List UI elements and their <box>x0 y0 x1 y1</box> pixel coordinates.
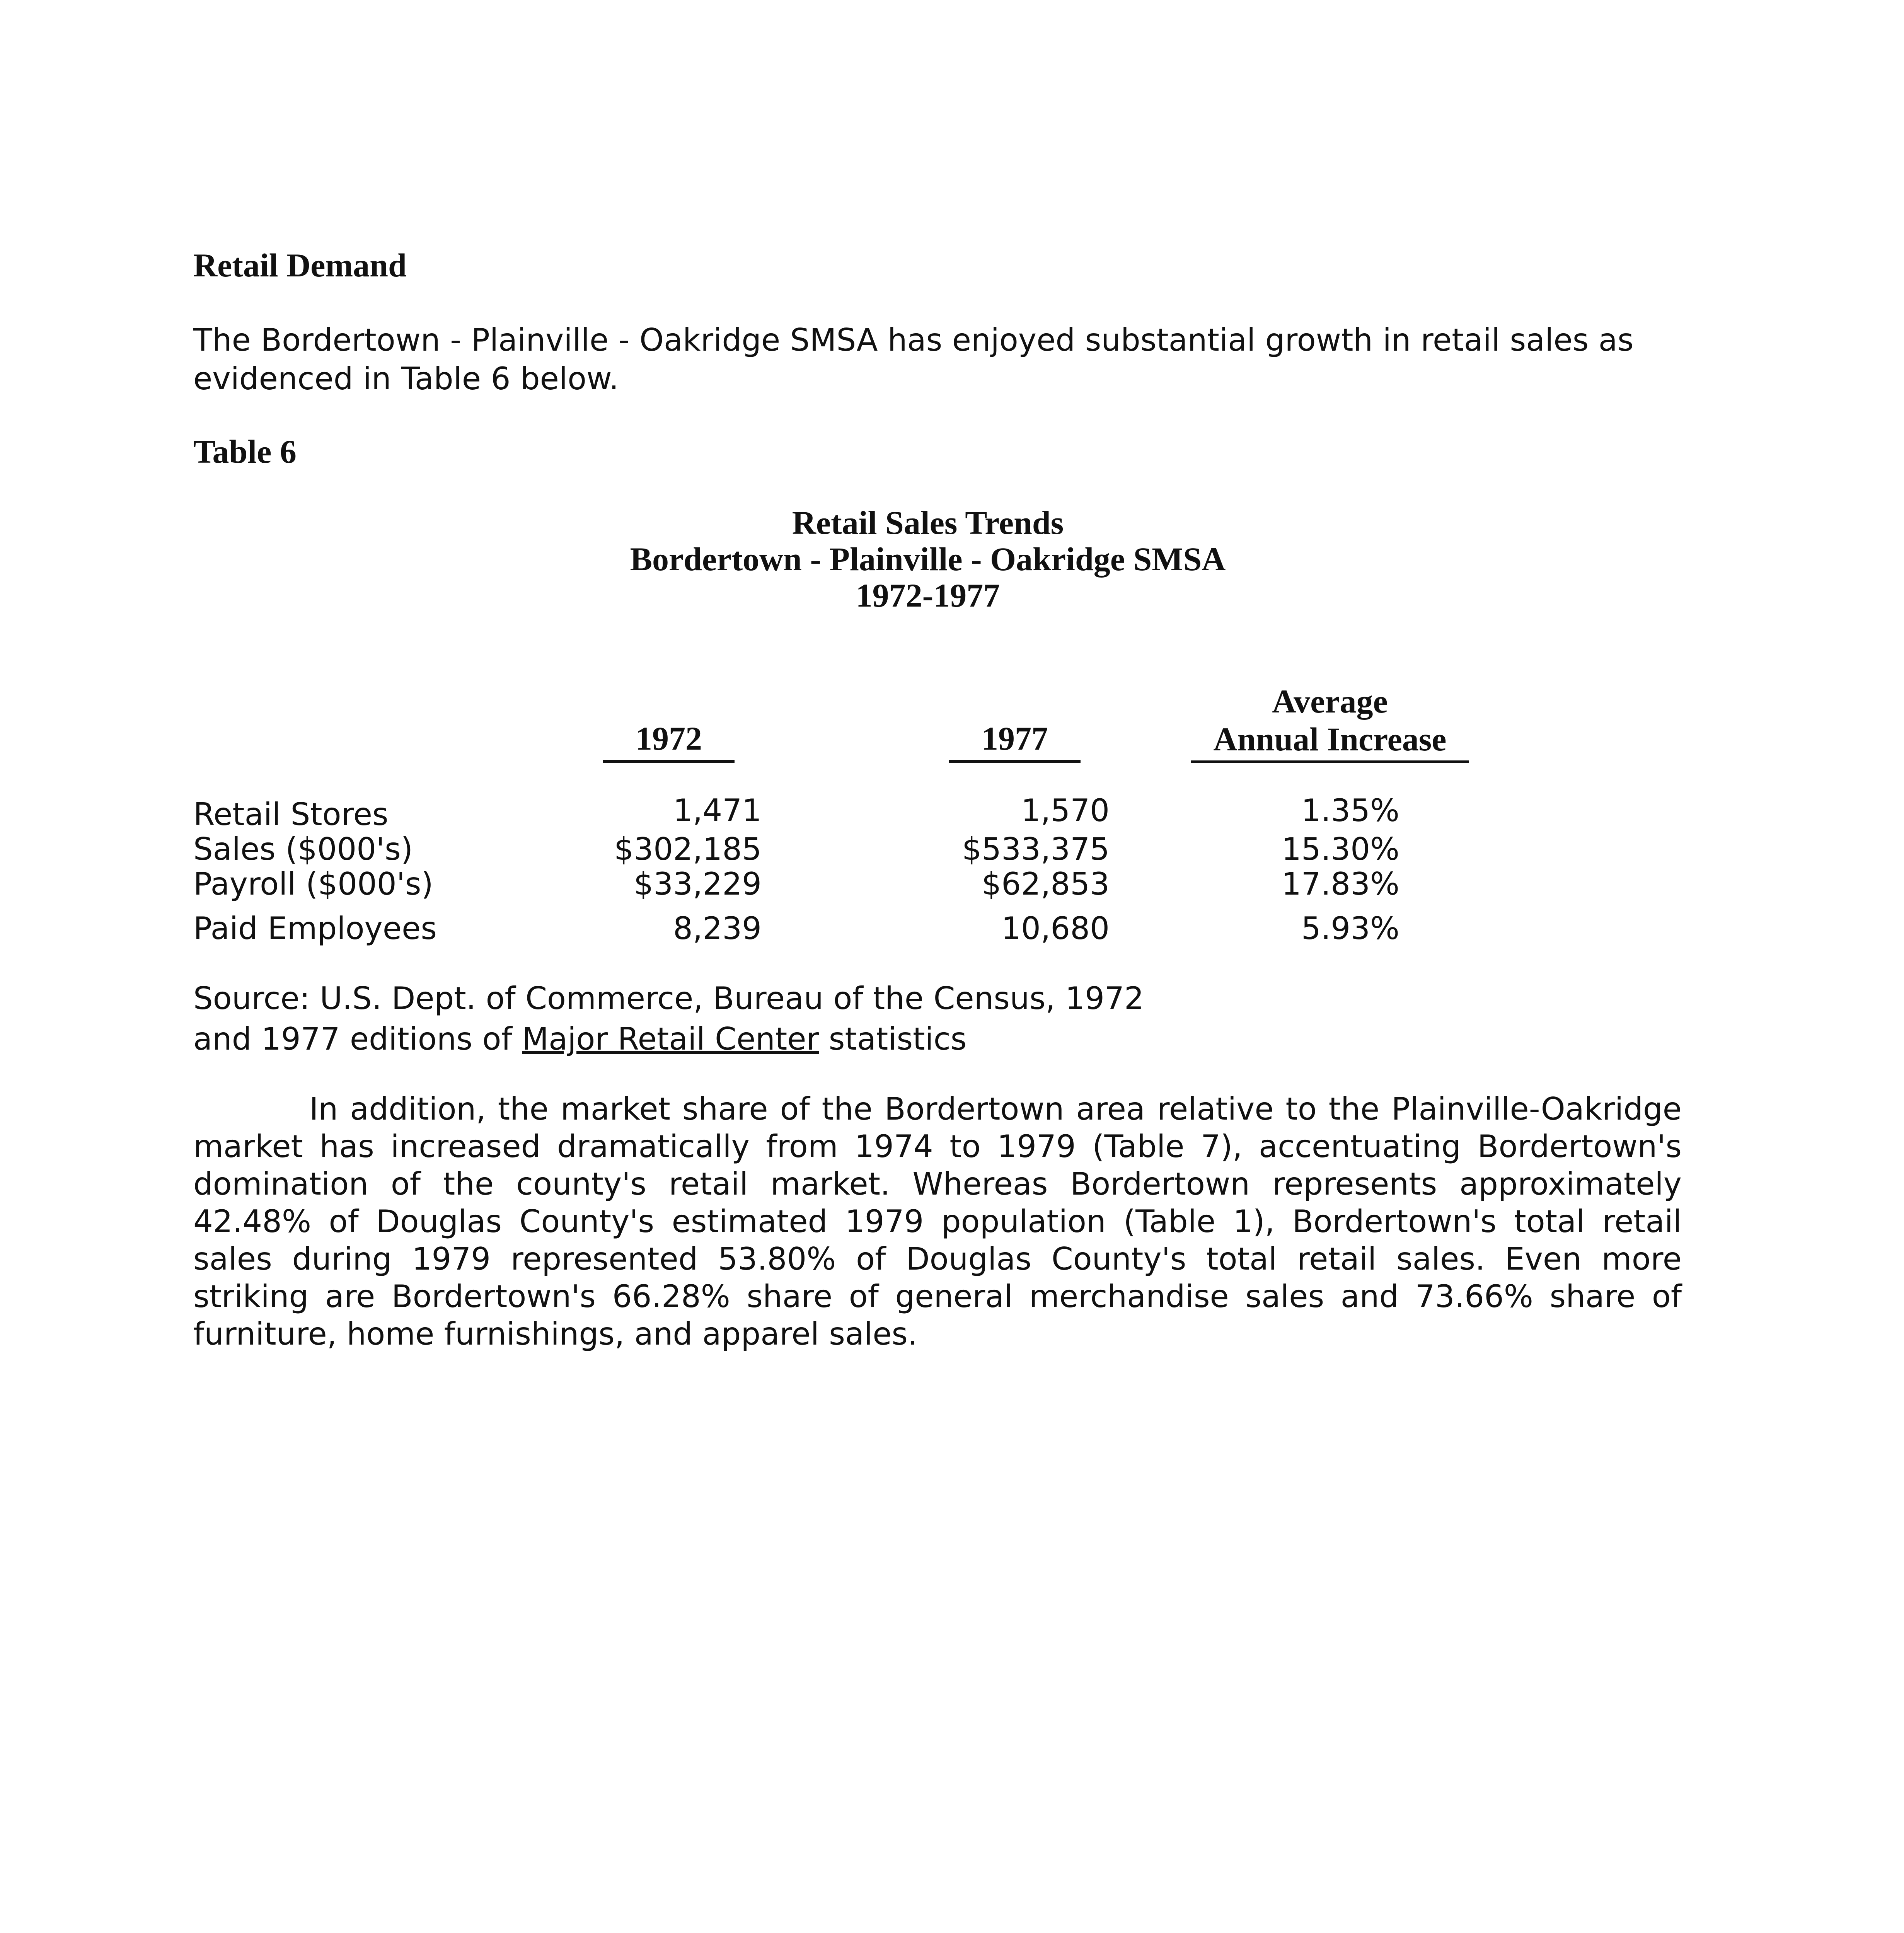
cell-average: 17.83% <box>1281 866 1399 902</box>
cell-average: 15.30% <box>1281 831 1399 867</box>
section-heading: Retail Demand <box>193 247 407 284</box>
cell-1972: 1,471 <box>673 793 762 828</box>
column-header-average <box>1191 682 1469 763</box>
cell-1972: $33,229 <box>634 866 762 902</box>
table-title-line: Retail Sales Trends <box>792 504 1064 541</box>
body-paragraph <box>193 1090 1682 1353</box>
cell-1977: $62,853 <box>982 866 1110 902</box>
row-label: Sales ($000's) <box>193 831 413 867</box>
column-header-average-line2: Annual Increase <box>1191 720 1469 763</box>
source-text: statistics <box>819 1021 967 1057</box>
cell-1977: 10,680 <box>1001 910 1110 946</box>
table-source-note <box>193 978 1508 1059</box>
cell-1977: $533,375 <box>962 831 1110 867</box>
row-label: Paid Employees <box>193 910 437 946</box>
column-header-1972: 1972 <box>603 719 735 763</box>
cell-1977: 1,570 <box>1021 793 1110 828</box>
cell-1972: $302,185 <box>614 831 762 867</box>
body-paragraph-text: In addition, the market share of the Bordertown area relative to the Plainville-Oakridge market has increased dramatically from 1974 to 1979 (Table 7), accentuating Bordertown's domination of the county's retail market. Whereas Bordertown represents approximately 42.48% of Douglas County's estimated 1979 population (Table 1), Bordertown's total retail sales during 1979 represented 53.80% of Douglas County's total retail sales. Even more striking are Bordertown's 66.28% share of general merchandise sales and 73.66% share of furniture, home furnishings, and apparel sales. <box>193 1091 1682 1352</box>
table-label: Table 6 <box>193 433 297 470</box>
column-header-1977: 1977 <box>949 719 1081 763</box>
table-title-line: 1972-1977 <box>856 577 1000 614</box>
source-publication-title: Major Retail Center <box>522 1021 819 1057</box>
cell-1972: 8,239 <box>673 910 762 946</box>
row-label: Payroll ($000's) <box>193 866 433 902</box>
cell-average: 1.35% <box>1301 793 1399 828</box>
intro-paragraph: The Bordertown - Plainville - Oakridge SMSA has enjoyed substantial growth in retail sales as evidenced in Table 6 below. <box>193 322 1634 397</box>
source-line <box>193 1019 1508 1059</box>
cell-average: 5.93% <box>1301 910 1399 946</box>
source-line: Source: U.S. Dept. of Commerce, Bureau of the Census, 1972 <box>193 980 1144 1016</box>
column-header-average-line1: Average <box>1272 683 1388 720</box>
table-title <box>464 505 1392 614</box>
row-label: Retail Stores <box>193 796 389 832</box>
table-title-line: Bordertown - Plainville - Oakridge SMSA <box>630 540 1226 578</box>
source-text: and 1977 editions of <box>193 1021 522 1057</box>
